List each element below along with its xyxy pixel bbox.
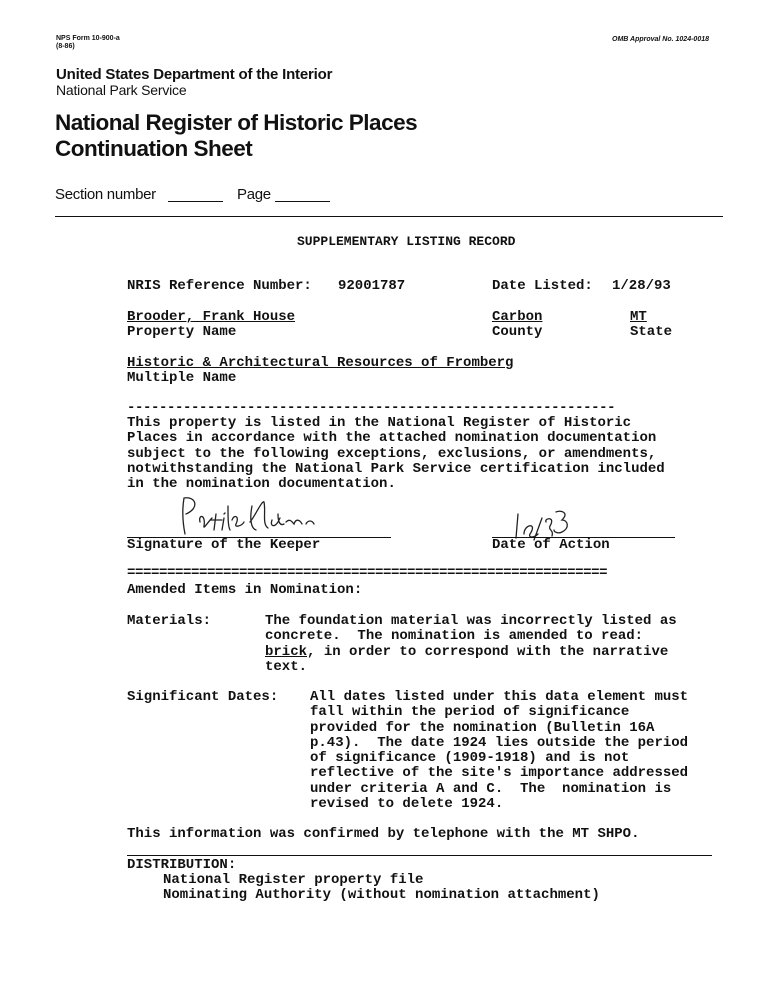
distribution-label: DISTRIBUTION: — [127, 857, 237, 873]
nris-label: NRIS Reference Number: — [127, 278, 312, 294]
distribution-item: Nominating Authority (without nomination attachment) — [163, 887, 600, 903]
date-listed-label: Date Listed: — [492, 278, 593, 294]
form-date: (8-86) — [56, 43, 75, 50]
page-label: Page — [237, 186, 271, 203]
distribution-item: National Register property file — [163, 872, 424, 888]
confirmation-note: This information was confirmed by telephone with the MT SHPO. — [127, 826, 640, 842]
date-of-action-label: Date of Action — [492, 537, 610, 553]
multiple-name-value: Historic & Architectural Resources of Fromberg — [127, 355, 514, 371]
amended-heading: Amended Items in Nomination: — [127, 582, 363, 598]
header-divider — [55, 216, 723, 217]
distribution-divider — [127, 855, 712, 856]
property-name-value: Brooder, Frank House — [127, 309, 296, 325]
county-value: Carbon — [492, 309, 543, 325]
state-value: MT — [630, 309, 647, 325]
section-number-blank — [168, 201, 223, 202]
page-subtitle: Continuation Sheet — [55, 136, 253, 161]
agency-name: National Park Service — [56, 82, 187, 98]
form-id: NPS Form 10-900-a — [56, 35, 120, 42]
materials-text: The foundation material was incorrectly listed as concrete. The nomination is amended to read: brick, in order to correspond with the narrative text. — [265, 613, 677, 675]
section-number-label: Section number — [55, 186, 156, 203]
multiple-name-label: Multiple Name — [127, 370, 237, 386]
record-heading: SUPPLEMENTARY LISTING RECORD — [297, 234, 516, 249]
county-label: County — [492, 324, 543, 340]
omb-approval: OMB Approval No. 1024-0018 — [612, 36, 709, 43]
dash-separator: ------------------------------------------------------------- — [127, 401, 616, 416]
materials-label: Materials: — [127, 613, 212, 629]
page-title: National Register of Historic Places — [55, 110, 418, 135]
significant-dates-text: All dates listed under this data element must fall within the period of significance provided for the nomination (Bulletin 16A p.43). The date 1924 lies outside the period of significance (1909-1918) and is not reflective of the site's importance addressed under criteria A and C. The nomination is revised to delete 1924. — [310, 689, 689, 813]
materials-amended-word: brick — [265, 643, 308, 660]
equals-separator: ============================================================ — [127, 566, 608, 581]
listing-statement: This property is listed in the National Register of Historic Places in accordance with the attached nomination documentation subject to the following exceptions, exclusions, or amendments, notwithstanding the National Park Service certification included in the nomination documentation. — [127, 415, 665, 493]
keeper-signature — [170, 492, 360, 538]
significant-dates-label: Significant Dates: — [127, 689, 279, 705]
state-label: State — [630, 324, 673, 340]
date-listed-value: 1/28/93 — [612, 278, 671, 294]
signature-label: Signature of the Keeper — [127, 537, 321, 553]
nris-value: 92001787 — [338, 278, 406, 294]
page-blank — [275, 201, 330, 202]
department-name: United States Department of the Interior — [56, 66, 333, 83]
property-name-label: Property Name — [127, 324, 237, 340]
